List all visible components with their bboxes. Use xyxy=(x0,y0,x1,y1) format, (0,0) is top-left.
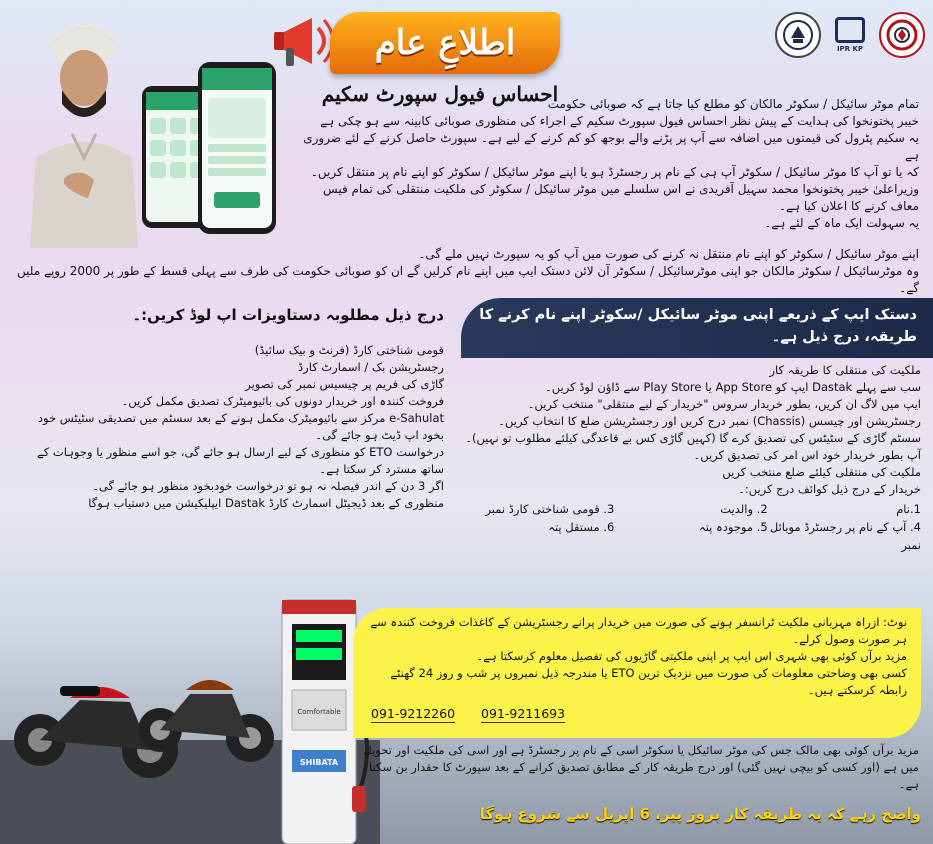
helpline-phone[interactable]: 091-9211693 xyxy=(481,706,566,721)
page-title: اطلاعِ عام xyxy=(374,23,516,63)
buyer-info-fields xyxy=(461,500,921,554)
intro-paragraph xyxy=(294,96,919,232)
helpline-phone[interactable]: 091-9212260 xyxy=(371,706,456,721)
intro-line: خیبر پختونخوا کی ہدایت کے پیش نظر احساس فیول سپورٹ سکیم کے اجراء کی منظوری صوبائی کابینہ سے ہو چکی ہے xyxy=(320,114,919,128)
method-step: آپ بطور خریدار خود اس امر کی تصدیق کریں۔ xyxy=(693,448,921,462)
documents-heading: درج ذیل مطلوبہ دستاویزات اپ لوڈ کریں:۔ xyxy=(132,306,444,324)
scheme-subtitle: احساس فیول سپورٹ سکیم xyxy=(321,82,559,106)
document-item: اگر 3 دن کے اندر فیصلہ نہ ہو تو درخواست خودبخود منظور ہو جائے گی۔ xyxy=(92,479,444,493)
header-logos xyxy=(775,12,925,58)
document-item: گاڑی کی فریم پر چیسیس نمبر کی تصویر xyxy=(245,377,444,391)
method-step: خریدار کے درج ذیل کوائف درج کریں:۔ xyxy=(738,482,921,496)
motorcycles-fuel-pump-illustration xyxy=(0,590,380,844)
document-item: منظوری کے بعد ڈیجیٹل اسمارٹ کارڈ Dastak ایپلیکیشن میں دستیاب ہوگا xyxy=(88,496,444,510)
method-heading: دستک ایپ کے ذریعے اپنی موٹر سائیکل /سکوٹر اپنے نام کرنے کا طریقہ، درج ذیل ہے۔ xyxy=(479,307,917,345)
ipr-mark-icon xyxy=(835,17,865,43)
police-logo xyxy=(775,12,821,58)
ipr-kp-text: IPR KP xyxy=(836,45,864,53)
chief-minister-photo xyxy=(24,8,144,248)
method-step: ملکیت کی منتقلی کیلئے ضلع منتخب کریں xyxy=(722,465,921,479)
note-box xyxy=(353,608,921,738)
document-item: قومی شناختی کارڈ (فرنٹ و بیک سائیڈ) xyxy=(254,343,444,357)
helpline-numbers xyxy=(367,705,907,723)
info-field: 1.نام xyxy=(896,502,921,516)
intro-line: یہ سہولت ایک ماہ کے لئے ہے۔ xyxy=(764,216,919,230)
documents-list xyxy=(14,342,444,512)
method-header xyxy=(461,298,933,358)
method-steps-list xyxy=(461,362,921,498)
pump-brand: SHIBATA xyxy=(299,758,339,767)
intro-line: وہ موٹرسائیکل / سکوٹر مالکان جو اپنی موٹرسائیکل / سکوٹر آن لائن دستک ایپ میں اپنے نام کرلیں گے ان کو صوبائی حکومت کی طرف سے پہلی قسط کے طور پر 2000 روپے ملیں گے۔ xyxy=(16,264,919,295)
intro-line: یہ سکیم پٹرول کی قیمتوں میں اضافہ سے آپ پر پڑنے والے بوجھ کو کم کرنے کے لیے ہے۔ سپورٹ حاصل کرنے کے لئے ضروری ہے xyxy=(303,131,919,162)
info-field: 5. موجودہ پتہ xyxy=(698,520,768,534)
info-field: 2. والدیت xyxy=(720,502,768,516)
info-field: 6. مستقل پتہ xyxy=(548,520,615,534)
note-line: مزید برآں کوئی بھی شہری اس ایپ پر اپنی ملکیتی گاڑیوں کی تفصیل معلوم کرسکتا ہے۔ xyxy=(476,649,907,663)
method-step: رجسٹریشن اور چیسس (Chassis) نمبر درج کریں اور رجسٹریشن ضلع کا انتخاب کریں۔ xyxy=(498,414,921,428)
dastak-app-phones xyxy=(136,52,296,242)
emblem-icon xyxy=(885,18,919,52)
title-banner xyxy=(330,12,560,74)
info-field: 4. آپ کے نام پر رجسٹرڈ موبائل نمبر xyxy=(769,520,921,552)
method-step: ملکیت کی منتقلی کا طریقہ کار xyxy=(769,363,921,377)
intro-line: وزیراعلیٰ خیبر پختونخوا محمد سہیل آفریدی نے اس سلسلے میں موٹر سائیکل / سکوٹر کی ملکیت منتقلی کی تمام فیس معاف کرنے کا اعلان کیا ہے۔ xyxy=(323,182,919,213)
pump-label: Comfortable xyxy=(297,708,341,716)
document-item: رجسٹریشن بک / اسمارٹ کارڈ xyxy=(298,360,444,374)
method-step: سب سے پہلے Dastak ایپ کو App Store یا Play Store سے ڈاؤن لوڈ کریں۔ xyxy=(545,380,921,394)
kp-government-logo xyxy=(879,12,925,58)
intro-line: اپنے موٹر سائیکل / سکوٹر کو اپنے نام منتقل نہ کرنے کی صورت میں آپ کو یہ سپورٹ نہیں ملے گی۔ xyxy=(418,247,919,261)
documents-section xyxy=(14,306,444,512)
note-line: کسی بھی وضاحتی معلومات کی صورت میں نزدیک ترین ETO یا مندرجہ ذیل نمبروں پر شب و روز 24 گھنٹے رابطہ کرسکتے ہیں۔ xyxy=(390,666,907,697)
start-date-notice: واضح رہے کہ یہ طریقہ کار بروز پیر، 6 اپریل سے شروع ہوگا xyxy=(479,805,921,823)
method-steps xyxy=(461,362,921,554)
note-line: نوٹ: ازراہ مہربانی ملکیت ٹرانسفر ہونے کی صورت میں خریدار پرانے رجسٹریشن کے کاغذات فروخت کنندہ سے ہر صورت وصول کرلے۔ xyxy=(370,615,907,646)
document-item: فروخت کنندہ اور خریدار دونوں کی بائیومیٹرک تصدیق مکمل کریں۔ xyxy=(121,394,444,408)
intro-line: تمام موٹر سائیکل / سکوٹر مالکان کو مطلع کیا جاتا ہے کہ صوبائی حکومت xyxy=(547,97,919,111)
eligibility-note: مزید برآں کوئی بھی مالک جس کی موٹر سائیکل یا سکوٹر اسی کے نام پر رجسٹرڈ ہے اور اسی کی ملکیت اور تحویل میں ہے (اور کسی کو بیچی نہیں گئی) اور درج طریقہ کار کے مطابق تصدیق کرانے کے بعد سپورٹ کا حقدار بن سکتا ہے۔ xyxy=(363,743,919,791)
intro-line: کہ یا تو آپ کا موٹر سائیکل / سکوٹر آپ ہی کے نام پر رجسٹرڈ ہو یا اپنے موٹر سائیکل / سکوٹر کو اپنے نام پر منتقل کریں۔ xyxy=(310,165,919,179)
info-field: 3. قومی شناختی کارڈ نمبر xyxy=(485,502,615,516)
document-item: e-Sahulat مرکز سے بائیومیٹرک مکمل ہونے کے بعد سسٹم میں تصدیقی سٹیٹس خود بخود اپ ڈیٹ ہو جائے گی۔ xyxy=(37,411,444,442)
method-step: ایپ میں لاگ ان کریں، بطور خریدار سروس "خریدار کے لیے منتقلی" منتخب کریں۔ xyxy=(527,397,921,411)
emblem-icon xyxy=(781,18,815,52)
intro-lower-paragraph xyxy=(14,246,919,297)
document-item: درخواست ETO کو منظوری کے لیے ارسال ہو جائے گی، جو اسے منظور یا وجوہات کے ساتھ مسترد کر سکتا ہے۔ xyxy=(37,445,444,476)
ipr-kp-logo xyxy=(831,13,869,57)
method-step: سسٹم گاڑی کے سٹیٹس کی تصدیق کرے گا (کہیں گاڑی کس بے قاعدگی کیلئے مطلوب تو نہیں)۔ xyxy=(465,431,921,445)
